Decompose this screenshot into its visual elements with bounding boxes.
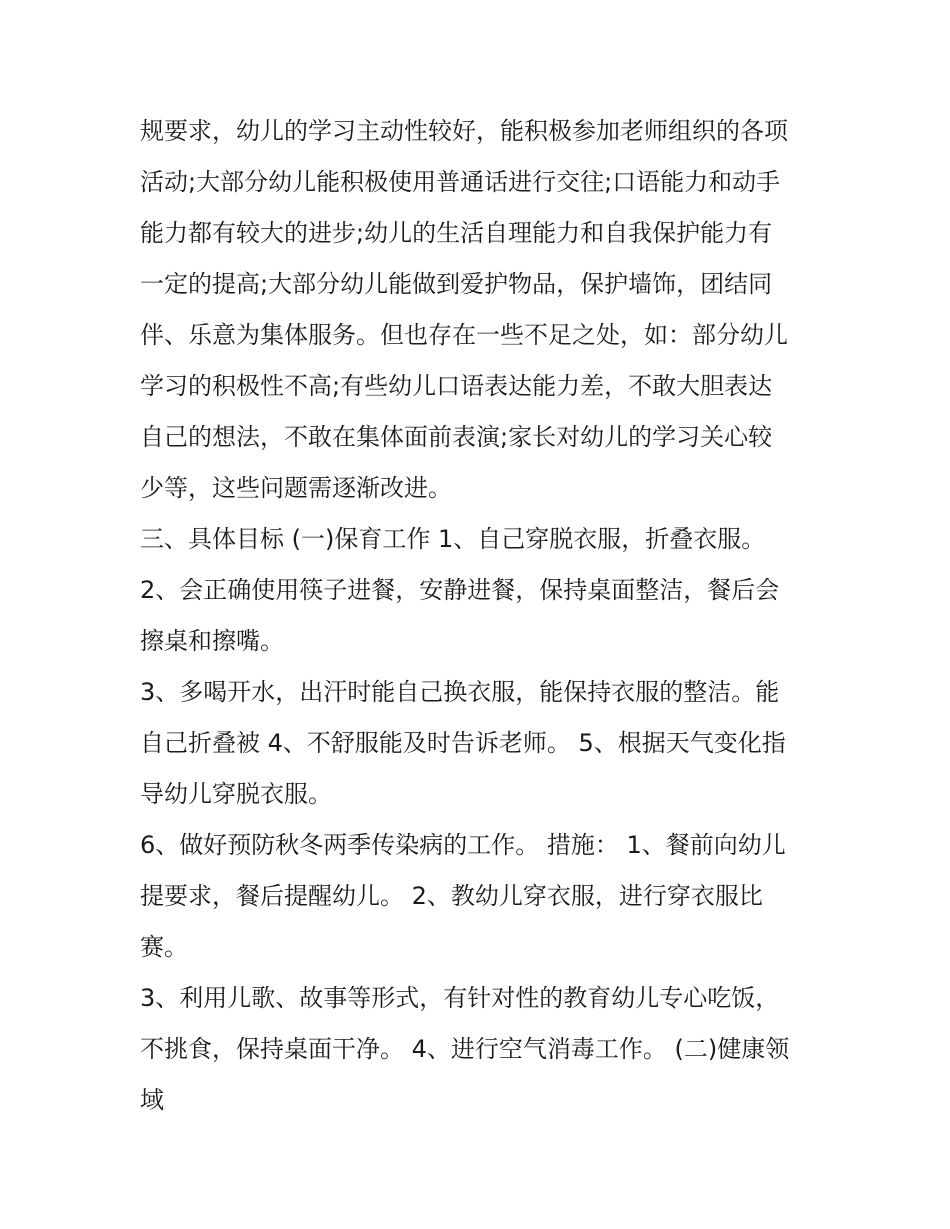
text-line: 域 [140, 1086, 164, 1114]
paragraph-item-2 [140, 565, 820, 667]
text-line: 3、利用儿歌、故事等形式，有针对性的教育幼儿专心吃饭， [140, 984, 780, 1012]
text-line: 2、会正确使用筷子进餐，安静进餐，保持桌面整洁，餐后会 [140, 576, 780, 604]
paragraph-item-3 [140, 667, 820, 820]
text-line: 自己折叠被 4、不舒服能及时告诉老师。 5、根据天气变化指 [140, 729, 786, 757]
paragraph-measures [140, 973, 820, 1126]
text-line: 三、具体目标 (一)保育工作 1、自己穿脱衣服，折叠衣服。 [140, 525, 766, 553]
paragraph-item-6 [140, 820, 820, 973]
text-line: 一定的提高;大部分幼儿能做到爱护物品，保护墙饰，团结同 [140, 270, 773, 298]
text-line: 伴、乐意为集体服务。但也存在一些不足之处，如：部分幼儿 [140, 321, 788, 349]
text-line: 不挑食，保持桌面干净。 4、进行空气消毒工作。 (二)健康领 [140, 1035, 790, 1063]
text-line: 自己的想法，不敢在集体面前表演;家长对幼儿的学习关心较 [140, 423, 773, 451]
text-line: 6、做好预防秋冬两季传染病的工作。 措施： 1、餐前向幼儿 [140, 831, 786, 859]
text-line: 提要求，餐后提醒幼儿。 2、教幼儿穿衣服，进行穿衣服比 [140, 882, 763, 910]
paragraph-section-heading [140, 514, 820, 565]
text-line: 规要求，幼儿的学习主动性较好，能积极参加老师组织的各项 [140, 117, 788, 145]
text-line: 赛。 [140, 933, 188, 961]
text-line: 3、多喝开水，出汗时能自己换衣服，能保持衣服的整洁。能 [140, 678, 780, 706]
text-line: 少等，这些问题需逐渐改进。 [140, 474, 452, 502]
text-line: 导幼儿穿脱衣服。 [140, 780, 332, 808]
document-body [140, 106, 820, 1126]
text-line: 活动;大部分幼儿能积极使用普通话进行交往;口语能力和动手 [140, 168, 781, 196]
paragraph-class-status [140, 106, 820, 514]
text-line: 学习的积极性不高;有些幼儿口语表达能力差，不敢大胆表达 [140, 372, 773, 400]
text-line: 擦桌和擦嘴。 [140, 627, 284, 655]
text-line: 能力都有较大的进步;幼儿的生活自理能力和自我保护能力有 [140, 219, 773, 247]
